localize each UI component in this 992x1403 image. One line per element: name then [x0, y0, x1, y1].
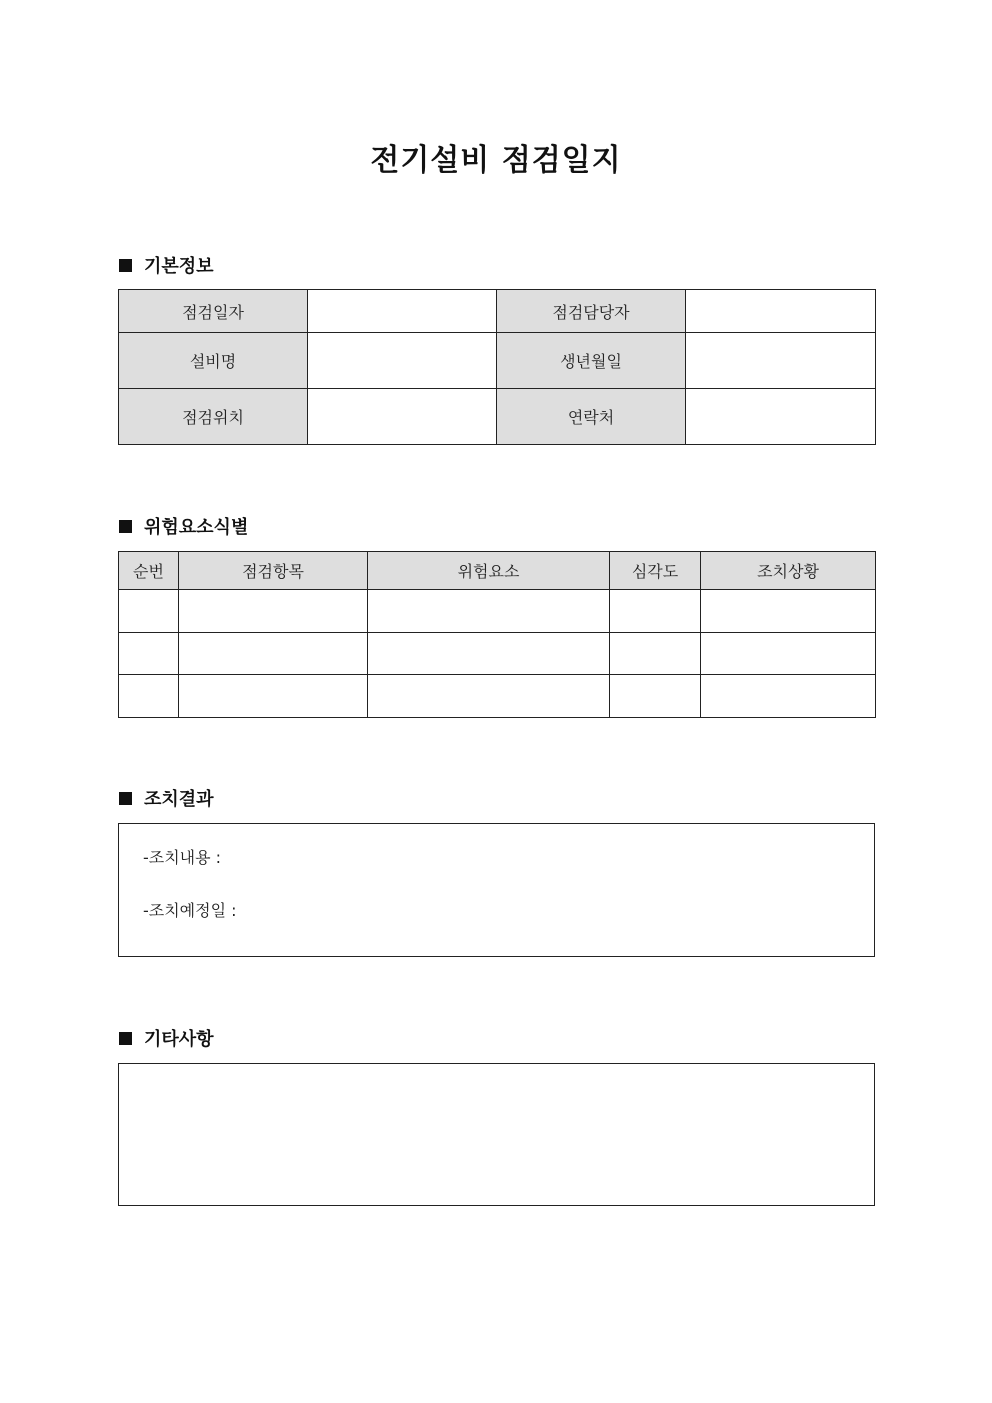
cell-number[interactable]: [119, 675, 179, 718]
section-title: 기타사항: [144, 1029, 214, 1050]
section-heading-remarks: [119, 1026, 214, 1050]
column-header-hazard: 위험요소: [368, 552, 610, 590]
cell-hazard[interactable]: [368, 675, 610, 718]
column-header-action-status: 조치상황: [701, 552, 876, 590]
contact-field[interactable]: [686, 389, 876, 445]
square-bullet-icon: [119, 1032, 132, 1045]
action-scheduled-date-line: -조치예정일 :: [143, 901, 237, 920]
cell-number[interactable]: [119, 590, 179, 633]
section-title: 위험요소식별: [144, 517, 249, 538]
square-bullet-icon: [119, 259, 132, 272]
label-equipment-name: 설비명: [119, 333, 308, 389]
cell-severity[interactable]: [610, 590, 701, 633]
table-row: [119, 590, 876, 633]
column-header-severity: 심각도: [610, 552, 701, 590]
square-bullet-icon: [119, 792, 132, 805]
section-heading-action-result: [119, 786, 214, 810]
label-contact: 연락처: [497, 389, 686, 445]
cell-inspection-item[interactable]: [179, 633, 368, 675]
table-header-row: [119, 552, 876, 590]
table-row: [119, 389, 876, 445]
table-row: [119, 633, 876, 675]
column-header-number: 순번: [119, 552, 179, 590]
equipment-name-field[interactable]: [308, 333, 497, 389]
cell-hazard[interactable]: [368, 633, 610, 675]
remarks-box[interactable]: [118, 1063, 875, 1206]
column-header-inspection-item: 점검항목: [179, 552, 368, 590]
cell-inspection-item[interactable]: [179, 675, 368, 718]
action-result-box[interactable]: [118, 823, 875, 957]
hazard-table: [118, 551, 876, 718]
table-row: [119, 675, 876, 718]
label-inspector: 점검담당자: [497, 290, 686, 333]
cell-action-status[interactable]: [701, 675, 876, 718]
document-title: 전기설비 점검일지: [370, 143, 622, 178]
table-row: [119, 290, 876, 333]
action-content-line: -조치내용 :: [143, 848, 222, 867]
label-inspection-date: 점검일자: [119, 290, 308, 333]
cell-hazard[interactable]: [368, 590, 610, 633]
cell-action-status[interactable]: [701, 590, 876, 633]
cell-severity[interactable]: [610, 633, 701, 675]
section-title: 기본정보: [144, 256, 214, 277]
birth-date-field[interactable]: [686, 333, 876, 389]
inspection-location-field[interactable]: [308, 389, 497, 445]
cell-inspection-item[interactable]: [179, 590, 368, 633]
inspection-date-field[interactable]: [308, 290, 497, 333]
square-bullet-icon: [119, 520, 132, 533]
cell-severity[interactable]: [610, 675, 701, 718]
section-heading-hazard: [119, 514, 248, 538]
section-title: 조치결과: [144, 789, 214, 810]
cell-action-status[interactable]: [701, 633, 876, 675]
table-row: [119, 333, 876, 389]
label-birth-date: 생년월일: [497, 333, 686, 389]
cell-number[interactable]: [119, 633, 179, 675]
section-heading-basic-info: [119, 253, 214, 277]
inspector-field[interactable]: [686, 290, 876, 333]
label-inspection-location: 점검위치: [119, 389, 308, 445]
basic-info-table: [118, 289, 876, 445]
